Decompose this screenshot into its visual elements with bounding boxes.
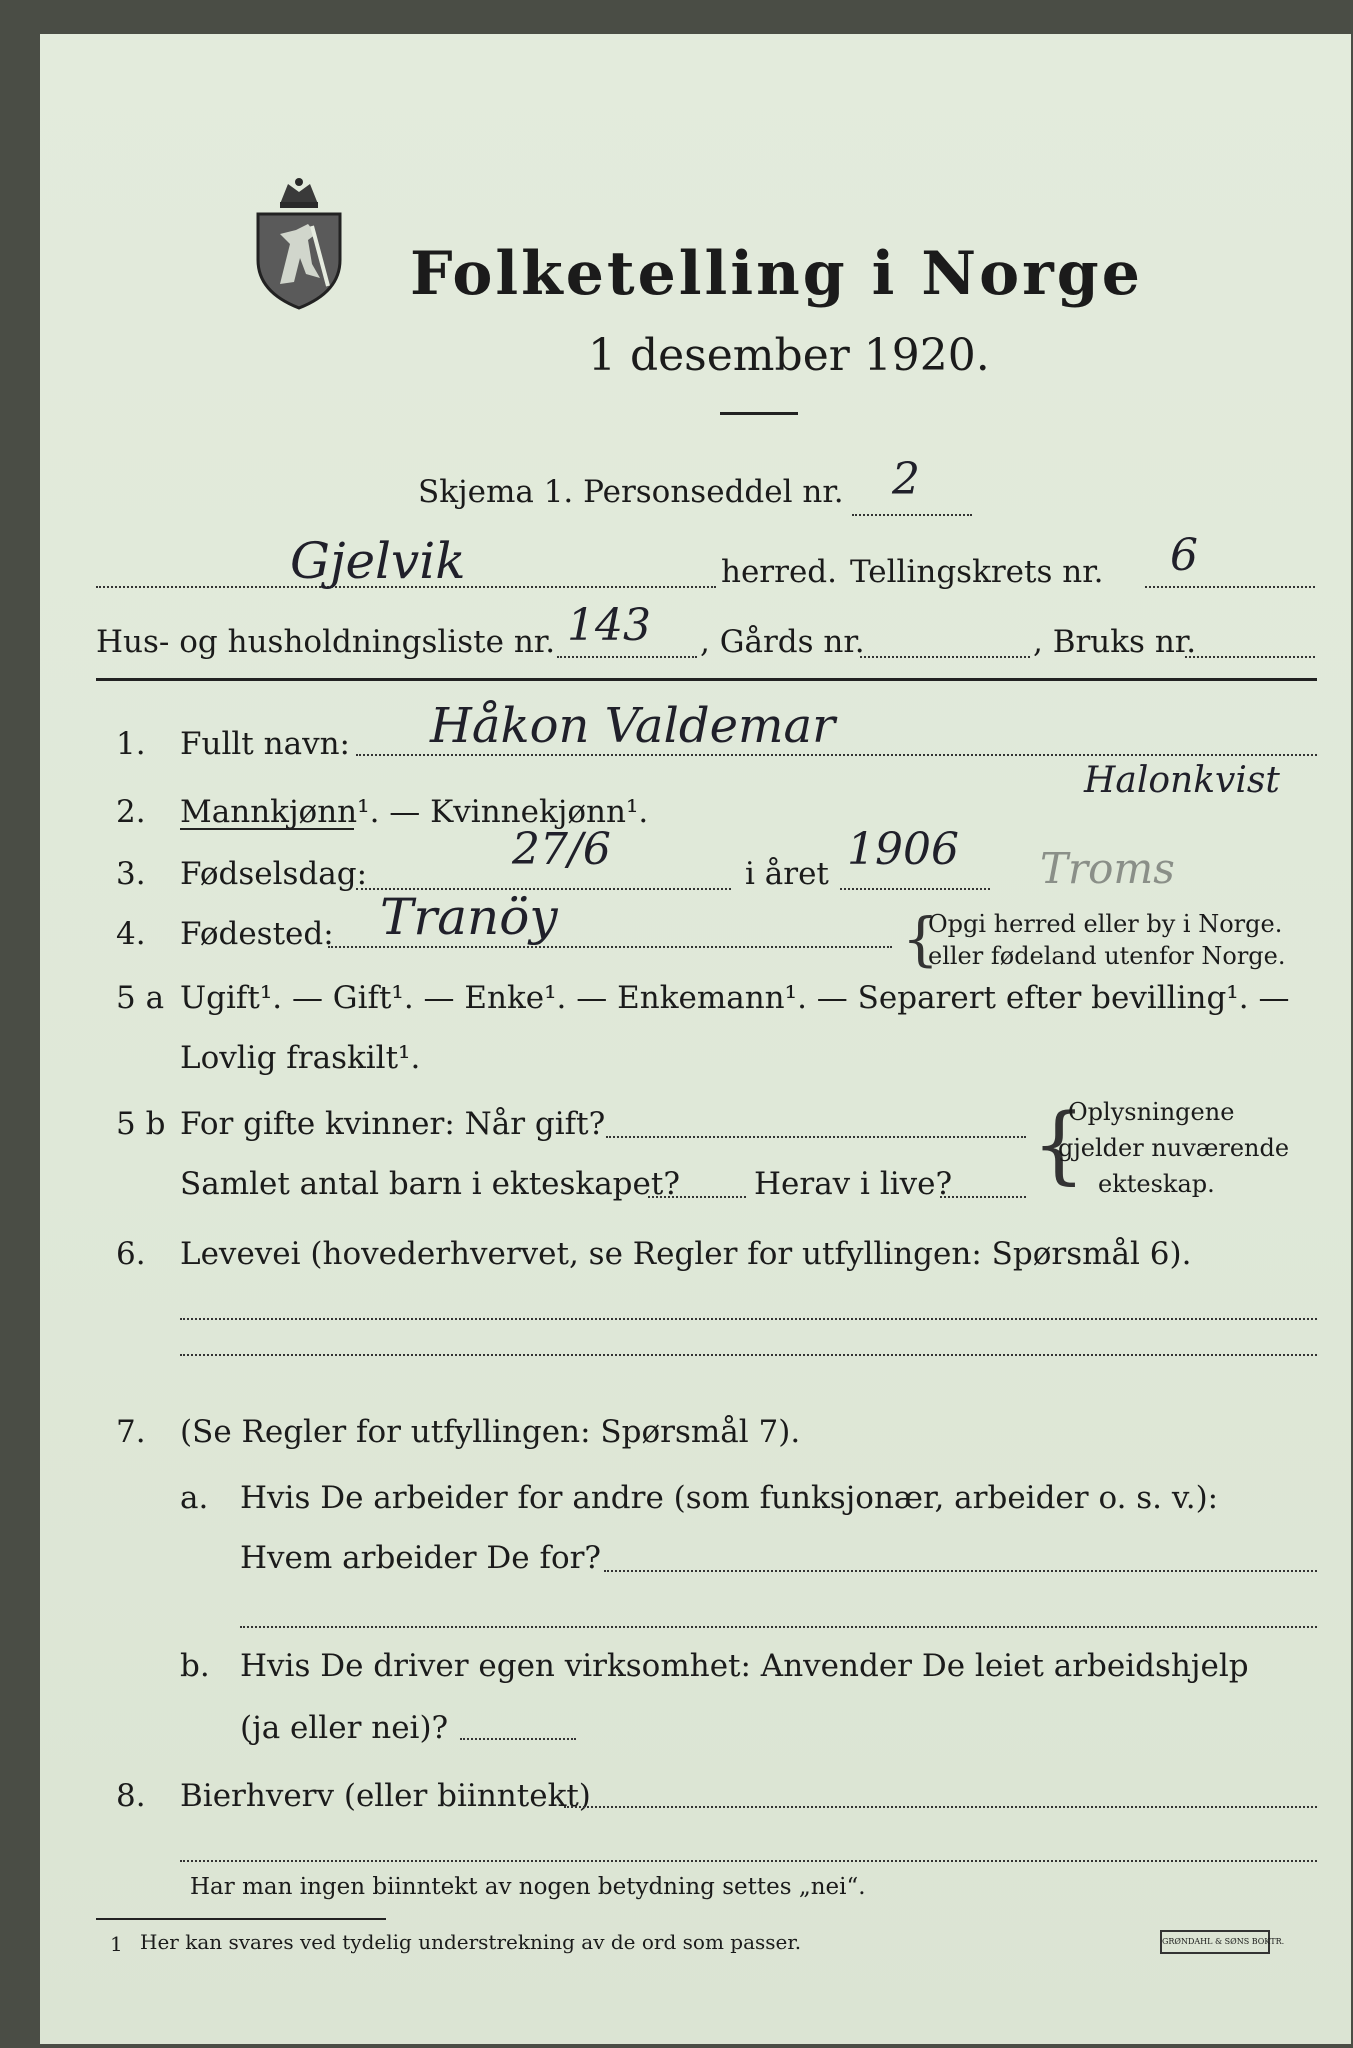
bruks-dots <box>1185 656 1315 658</box>
herred-value: Gjelvik <box>290 532 466 590</box>
year-label: i året <box>745 856 829 892</box>
q7a-line2: Hvem arbeider De for? <box>240 1540 602 1576</box>
birthplace-note-2: eller fødeland utenfor Norge. <box>928 942 1286 970</box>
q7b-line1: Hvis De driver egen virksomhet: Anvender De leiet arbeidshjelp <box>240 1648 1249 1684</box>
occupation-dots-2 <box>180 1354 1317 1356</box>
q7a-line1: Hvis De arbeider for andre (som funksjonær, arbeider o. s. v.): <box>240 1480 1219 1516</box>
tellingskrets-label: Tellingskrets nr. <box>850 554 1104 590</box>
q5b-children-label: Samlet antal barn i ekteskapet? <box>180 1166 680 1202</box>
surname-value: Halonkvist <box>1084 760 1280 801</box>
marriage-brace: { <box>1032 1095 1086 1193</box>
bruks-label: , Bruks nr. <box>1033 624 1197 660</box>
header-rule <box>96 678 1317 681</box>
husliste-number: 143 <box>567 600 651 651</box>
birthday-value: 27/6 <box>512 824 611 875</box>
alive-dots <box>940 1196 1026 1198</box>
q7b-letter: b. <box>180 1648 210 1684</box>
husliste-dots <box>557 656 697 658</box>
mannkjonn-underline <box>180 828 354 830</box>
census-date: 1 desember 1920. <box>588 330 990 381</box>
when-married-dots <box>606 1136 1026 1138</box>
q4-number: 4. <box>116 916 146 952</box>
q5b-number: 5 b <box>116 1106 166 1142</box>
tellingskrets-number: 6 <box>1170 530 1198 581</box>
side-income-dots-1 <box>564 1806 1317 1808</box>
q8-number: 8. <box>116 1778 146 1814</box>
q2-number: 2. <box>116 794 146 830</box>
side-income-dots-2 <box>180 1860 1317 1862</box>
birth-year-value: 1906 <box>847 824 959 875</box>
q1-dots <box>356 754 1317 756</box>
printer-stamp: GRØNDAHL & SØNS BOKTR. <box>1160 1930 1270 1954</box>
marriage-note-3: ekteskap. <box>1098 1170 1215 1198</box>
q7-number: 7. <box>116 1414 146 1450</box>
skjema-dots <box>852 514 972 516</box>
census-form-page <box>40 34 1351 2044</box>
hired-help-dots <box>460 1738 576 1740</box>
birthplace-value: Tranöy <box>380 888 558 946</box>
birthplace-note-1: Opgi herred eller by i Norge. <box>928 910 1283 938</box>
coat-of-arms-icon <box>250 174 348 310</box>
q1-label: Fullt navn: <box>180 726 350 762</box>
q3-number: 3. <box>116 856 146 892</box>
q7a-letter: a. <box>180 1480 209 1516</box>
year-dots <box>840 888 990 890</box>
q6-number: 6. <box>116 1236 146 1272</box>
birthplace-brace: { <box>902 905 939 973</box>
q7-label: (Se Regler for utfyllingen: Spørsmål 7). <box>180 1414 801 1450</box>
footnote-marker: 1 <box>110 1932 123 1956</box>
q1-number: 1. <box>116 726 146 762</box>
full-name-value: Håkon Valdemar <box>430 698 836 754</box>
birthplace-dots <box>328 946 892 948</box>
title-divider <box>720 412 798 415</box>
q7b-line2: (ja eller nei)? <box>240 1710 449 1746</box>
skjema-label: Skjema 1. Personseddel nr. <box>418 474 844 510</box>
gards-label: , Gårds nr. <box>700 624 865 660</box>
q8-label: Bierhverv (eller biinntekt) <box>180 1778 591 1814</box>
q5b-line1: For gifte kvinner: Når gift? <box>180 1106 606 1142</box>
marriage-note-1: Oplysningene <box>1068 1098 1235 1126</box>
q2-label: Mannkjønn¹. — Kvinnekjønn¹. <box>180 794 649 830</box>
herred-label: herred. <box>721 554 837 590</box>
q5a-line2: Lovlig fraskilt¹. <box>180 1040 421 1076</box>
q5a-line1: Ugift¹. — Gift¹. — Enke¹. — Enkemann¹. — Separert efter bevilling¹. — <box>180 980 1290 1016</box>
q5b-alive-label: Herav i live? <box>754 1166 953 1202</box>
q6-label: Levevei (hovederhvervet, se Regler for utfyllingen: Spørsmål 6). <box>180 1236 1192 1272</box>
employer-dots-1 <box>604 1570 1317 1572</box>
children-dots <box>648 1196 746 1198</box>
gards-dots <box>860 656 1030 658</box>
q4-label: Fødested: <box>180 916 334 952</box>
q5a-number: 5 a <box>116 980 165 1016</box>
form-title: Folketelling i Norge <box>410 239 1143 309</box>
footnote-text: Her kan svares ved tydelig understrekning av de ord som passer. <box>140 1930 802 1954</box>
tellingskrets-dots <box>1145 586 1315 588</box>
side-income-note: Har man ingen biinntekt av nogen betydning settes „nei“. <box>190 1874 866 1900</box>
footnote-rule <box>96 1918 386 1920</box>
marriage-note-2: gjelder nuværende <box>1058 1134 1290 1162</box>
personseddel-number: 2 <box>892 454 920 505</box>
occupation-dots-1 <box>180 1318 1317 1320</box>
troms-note: Troms <box>1040 844 1175 893</box>
employer-dots-2 <box>240 1626 1317 1628</box>
q3-label: Fødselsdag: <box>180 856 368 892</box>
husliste-label: Hus- og husholdningsliste nr. <box>96 624 556 660</box>
